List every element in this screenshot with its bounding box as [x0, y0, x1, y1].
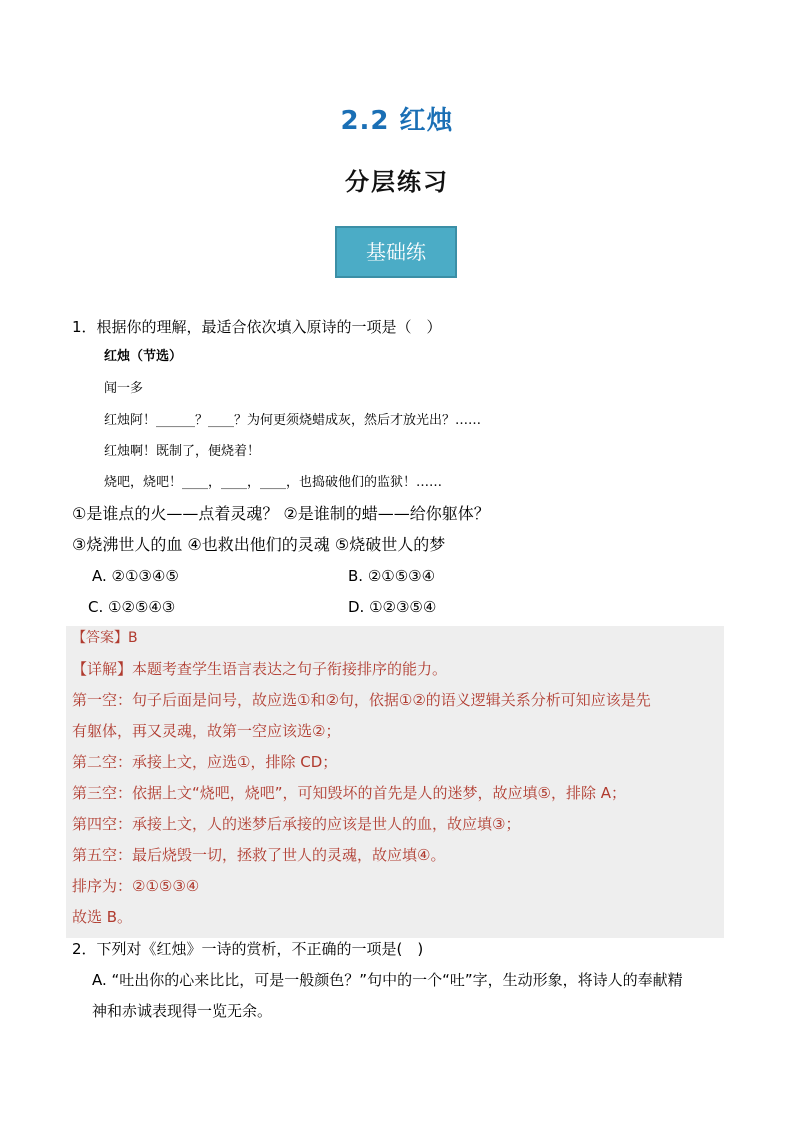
phrase-list: ③烧沸世人的血 ④也救出他们的灵魂 ⑤烧破世人的梦 [72, 535, 446, 554]
page-subtitle: 分层练习 [345, 168, 449, 196]
question-2-option-a-cont: 神和赤诚表现得一览无余。 [92, 1002, 273, 1020]
question-2-stem: 2．下列对《红烛》一诗的赏析，不正确的一项是( ) [72, 940, 424, 958]
option-b[interactable]: B. ②①⑤③④ [348, 567, 436, 585]
detail-intro: 本题考查学生语言表达之句子衔接排序的能力。 [132, 660, 448, 678]
explanation-line: 有躯体，再又灵魂，故第一空应该选②； [72, 722, 341, 740]
option-c[interactable]: C. ①②⑤④③ [88, 598, 176, 616]
explanation-line: 第四空：承接上文，人的迷梦后承接的应该是世人的血，故应填③； [72, 815, 521, 833]
answer-tag: 【答案】 [72, 630, 128, 646]
poem-line: 烧吧，烧吧！____，____，____，也捣破他们的监狱！…… [104, 475, 443, 490]
option-d[interactable]: D. ①②③⑤④ [348, 598, 437, 616]
answer-row [72, 627, 138, 649]
explanation-line: 第二空：承接上文，应选①，排除 CD； [72, 753, 338, 771]
poem-line: 红烛阿！______？____？为何更须烧蜡成灰，然后才放光出？…… [104, 413, 482, 428]
explanation-line: 第三空：依据上文“烧吧，烧吧”，可知毁坏的首先是人的迷梦，故应填⑤，排除 A； [72, 784, 627, 802]
question-2-option-a[interactable]: A. “吐出你的心来比比，可是一般颜色？”句中的一个“吐”字，生动形象，将诗人的奉献精 [92, 971, 683, 989]
explanation-line: 排序为：②①⑤③④ [72, 877, 200, 895]
poem-author: 闻一多 [104, 381, 144, 396]
detail-tag: 【详解】 [72, 660, 133, 678]
option-a[interactable]: A. ②①③④⑤ [92, 567, 179, 585]
poem-title: 红烛（节选） [104, 349, 183, 364]
poem-line: 红烛啊！既制了，便烧着！ [104, 444, 261, 459]
page-title: 2.2 红烛 [340, 106, 454, 136]
answer-value: B [128, 630, 138, 646]
question-1-stem: 1．根据你的理解，最适合依次填入原诗的一项是（ ） [72, 318, 442, 336]
explanation-line: 第五空：最后烧毁一切，拯救了世人的灵魂，故应填④。 [72, 846, 446, 864]
section-badge: 基础练 [335, 226, 457, 278]
explanation-line: 故选 B。 [72, 908, 133, 926]
explanation-line: 第一空：句子后面是问号，故应选①和②句，依据①②的语义逻辑关系分析可知应该是先 [72, 691, 651, 709]
phrase-list: ①是谁点的火——点着灵魂？ ②是谁制的蜡——给你躯体？ [72, 504, 490, 523]
detail-row [72, 658, 447, 680]
